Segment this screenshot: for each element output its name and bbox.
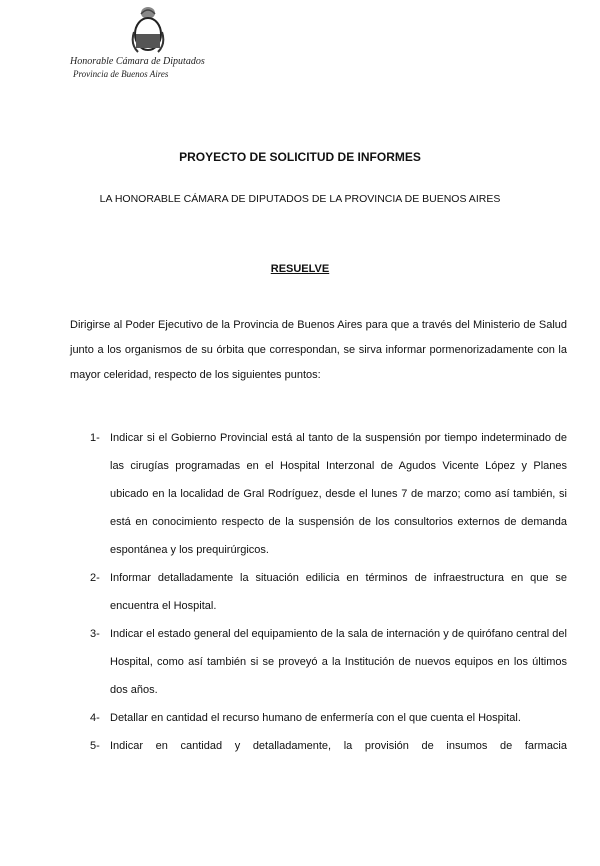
item-number: 2- bbox=[90, 572, 100, 584]
resuelve-heading: RESUELVE bbox=[270, 263, 330, 275]
item-text: Indicar en cantidad y detalladamente, la provisión de insumos de farmacia bbox=[110, 740, 567, 752]
item-number: 4- bbox=[90, 712, 100, 724]
item-text: Indicar el estado general del equipamiento de la sala de internación y de quirófano central del Hospital, como así también si se proveyó a la Institución de nuevos equipos en los últimos dos años. bbox=[110, 628, 567, 696]
province-name: Provincia de Buenos Aires bbox=[73, 69, 169, 79]
provincial-seal-icon bbox=[130, 4, 166, 54]
points-list bbox=[0, 424, 600, 760]
list-item bbox=[0, 732, 600, 760]
chamber-name: Honorable Cámara de Diputados bbox=[70, 56, 205, 67]
item-text: Detallar en cantidad el recurso humano de enfermería con el que cuenta el Hospital. bbox=[110, 712, 521, 724]
list-item bbox=[0, 424, 600, 564]
document-title: PROYECTO DE SOLICITUD DE INFORMES bbox=[179, 150, 421, 164]
document-subtitle: LA HONORABLE CÁMARA DE DIPUTADOS DE LA PROVINCIA DE BUENOS AIRES bbox=[99, 193, 501, 205]
item-text: Indicar si el Gobierno Provincial está al tanto de la suspensión por tiempo indeterminado de las cirugías programadas en el Hospital Interzonal de Agudos Vicente López y Planes ubicado en la localidad de Gral Rodríguez, desde el lunes 7 de marzo; como así también, si está en conocimiento respecto de la suspensión de los consultorios externos de demanda espontánea y los prequirúrgicos. bbox=[110, 432, 567, 556]
item-number: 3- bbox=[90, 628, 100, 640]
intro-paragraph: Dirigirse al Poder Ejecutivo de la Provincia de Buenos Aires para que a través del Ministerio de Salud junto a los organismos de su órbita que correspondan, se sirva informar pormenorizadamente con la mayor celeridad, respecto de los siguientes puntos: bbox=[70, 319, 567, 381]
list-item bbox=[0, 704, 600, 732]
item-number: 1- bbox=[90, 432, 100, 444]
item-text: Informar detalladamente la situación edilicia en términos de infraestructura en que se encuentra el Hospital. bbox=[110, 572, 567, 612]
list-item bbox=[0, 620, 600, 704]
item-number: 5- bbox=[90, 740, 100, 752]
list-item bbox=[0, 564, 600, 620]
